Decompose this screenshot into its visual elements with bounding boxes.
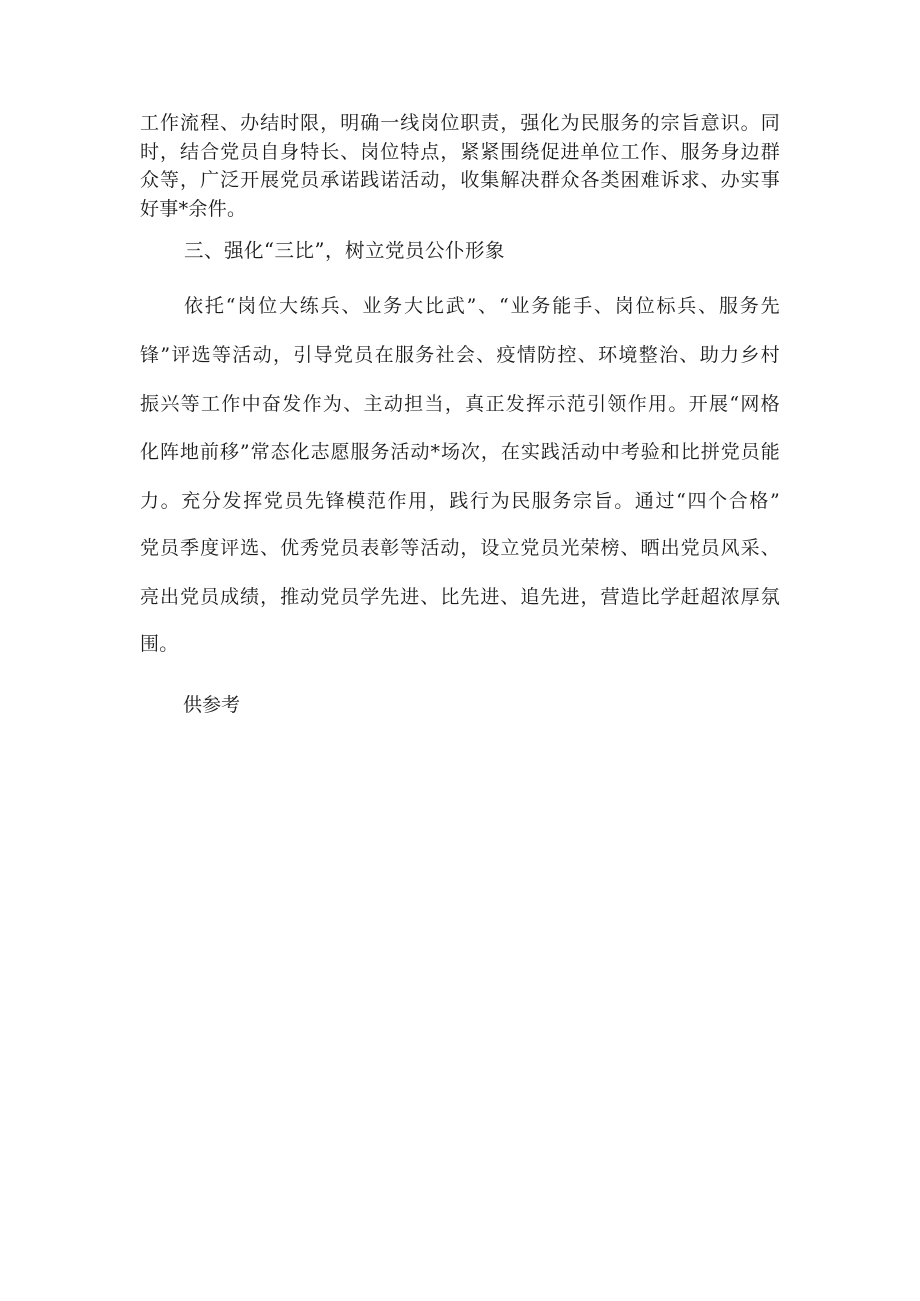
- paragraph-line: 好事*余件。: [140, 198, 247, 220]
- paragraph-line: 振兴等工作中奋发作为、主动担当，真正发挥示范引领作用。开展“网格: [140, 393, 780, 415]
- section-heading: 三、强化“三比”，树立党员公仆形象: [184, 239, 505, 262]
- paragraph-line: 锋”评选等活动，引导党员在服务社会、疫情防控、环境整治、助力乡村: [140, 344, 780, 366]
- closing-text: 供参考: [183, 694, 241, 716]
- paragraph-line: 工作流程、办结时限，明确一线岗位职责，强化为民服务的宗旨意识。同: [140, 112, 780, 134]
- paragraph-line: 围。: [140, 633, 179, 655]
- paragraph-line: 化阵地前移”常态化志愿服务活动*场次，在实践活动中考验和比拼党员能: [140, 441, 780, 463]
- paragraph-line: 众等，广泛开展党员承诺践诺活动，收集解决群众各类困难诉求、办实事: [140, 169, 780, 191]
- paragraph-line: 党员季度评选、优秀党员表彰等活动，设立党员光荣榜、晒出党员风采、: [140, 537, 780, 559]
- paragraph-line: 亮出党员成绩，推动党员学先进、比先进、追先进，营造比学赶超浓厚氛: [140, 586, 780, 608]
- paragraph-line: 时，结合党员自身特长、岗位特点，紧紧围绕促进单位工作、服务身边群: [140, 141, 780, 163]
- paragraph-line: 依托“岗位大练兵、业务大比武”、“业务能手、岗位标兵、服务先: [184, 295, 780, 317]
- paragraph-line: 力。充分发挥党员先锋模范作用，践行为民服务宗旨。通过“四个合格”: [140, 490, 780, 512]
